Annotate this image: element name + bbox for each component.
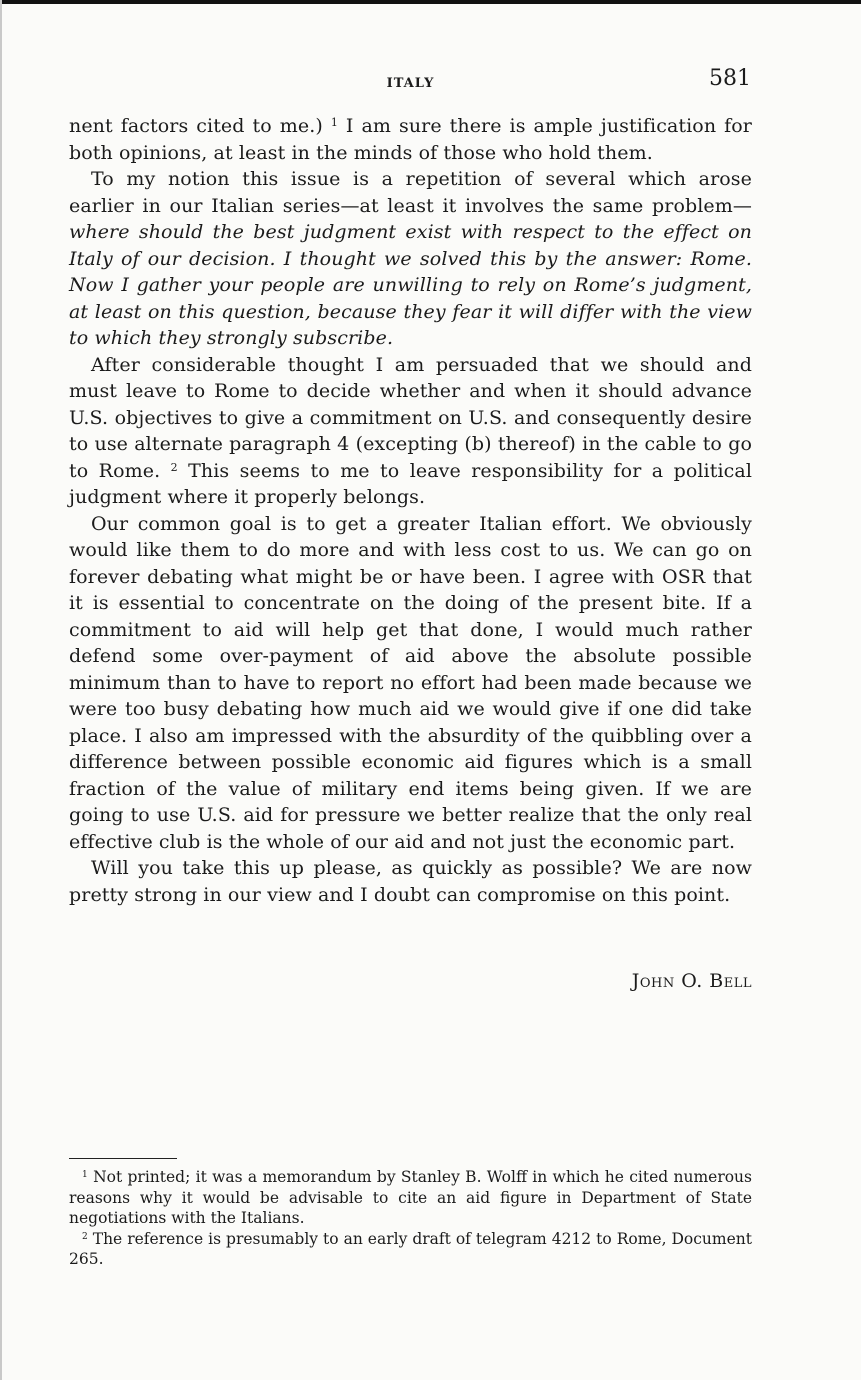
footnote-1-text: Not printed; it was a memorandum by Stanley B. Wolff in which he cited numerous reasons why it would be advisable to cite an aid figure in Department of State negotiations with the Italians. — [69, 1168, 752, 1228]
signature: John O. Bell — [631, 970, 752, 992]
paragraph-2-italic: where should the best judgment exist with respect to the effect on Italy of our decision. I thought we solved this by the answer: Rome. Now I gather your people are unwilling to rely on Rome’s judgment, at least on this question, because they fear it will differ with the view to which they strongly subscribe. — [69, 221, 752, 349]
paragraph-1 — [69, 113, 752, 166]
paragraph-1-text-b: I am sure there is ample justification for both opinions, at least in the minds of those who hold them. — [69, 115, 752, 164]
footnote-ref-1: 1 — [330, 116, 338, 129]
footnotes — [69, 1167, 752, 1270]
running-header: ITALY — [386, 76, 435, 91]
footnote-1 — [69, 1167, 752, 1229]
main-text — [69, 113, 752, 908]
paragraph-2 — [69, 166, 752, 352]
paragraph-1-text-a: nent factors cited to me.) — [69, 115, 323, 137]
paragraph-3 — [69, 352, 752, 511]
footnote-2 — [69, 1229, 752, 1270]
paragraph-3-text-b: This seems to me to leave responsibility for a political judgment where it properly belongs. — [69, 459, 752, 508]
footnote-divider — [69, 1158, 177, 1159]
page-left-edge — [0, 0, 2, 1380]
paragraph-5: Will you take this up please, as quickly as possible? We are now pretty strong in our view and I doubt can compromise on this point. — [69, 857, 752, 906]
paragraph-2-text: To my notion this issue is a repetition of several which arose earlier in our Italian series—at least it involves the same problem— — [69, 168, 752, 217]
page-top-edge — [0, 0, 861, 4]
footnote-1-marker: 1 — [82, 1170, 88, 1180]
paragraph-3-text-a: After considerable thought I am persuaded that we should and must leave to Rome to decide whether and when it should advance U.S. objectives to give a commitment on U.S. and consequently desire to use alternate paragraph 4 (excepting (b) thereof) in the cable to go to Rome. — [69, 353, 752, 482]
page-number: 581 — [709, 66, 751, 91]
paragraph-4: Our common goal is to get a greater Italian effort. We obviously would like them to do more and with less cost to us. We can go on forever debating what might be or have been. I agree with OSR that it is essential to concentrate on the doing of the present bite. If a commitment to aid will help get that done, I would much rather defend some over-payment of aid above the absolute possible minimum than to have to report no effort had been made because we were too busy debating how much aid we would give if one did take place. I also am impressed with the absurdity of the quibbling over a difference between possible economic aid figures which is a small fraction of the value of military end items being given. If we are going to use U.S. aid for pressure we better realize that the only real effective club is the whole of our aid and not just the economic part. — [69, 512, 752, 853]
footnote-ref-2: 2 — [170, 460, 178, 474]
footnote-2-marker: 2 — [82, 1231, 88, 1242]
footnote-2-text: The reference is presumably to an early draft of telegram 4212 to Rome, Document 265. — [69, 1229, 752, 1269]
